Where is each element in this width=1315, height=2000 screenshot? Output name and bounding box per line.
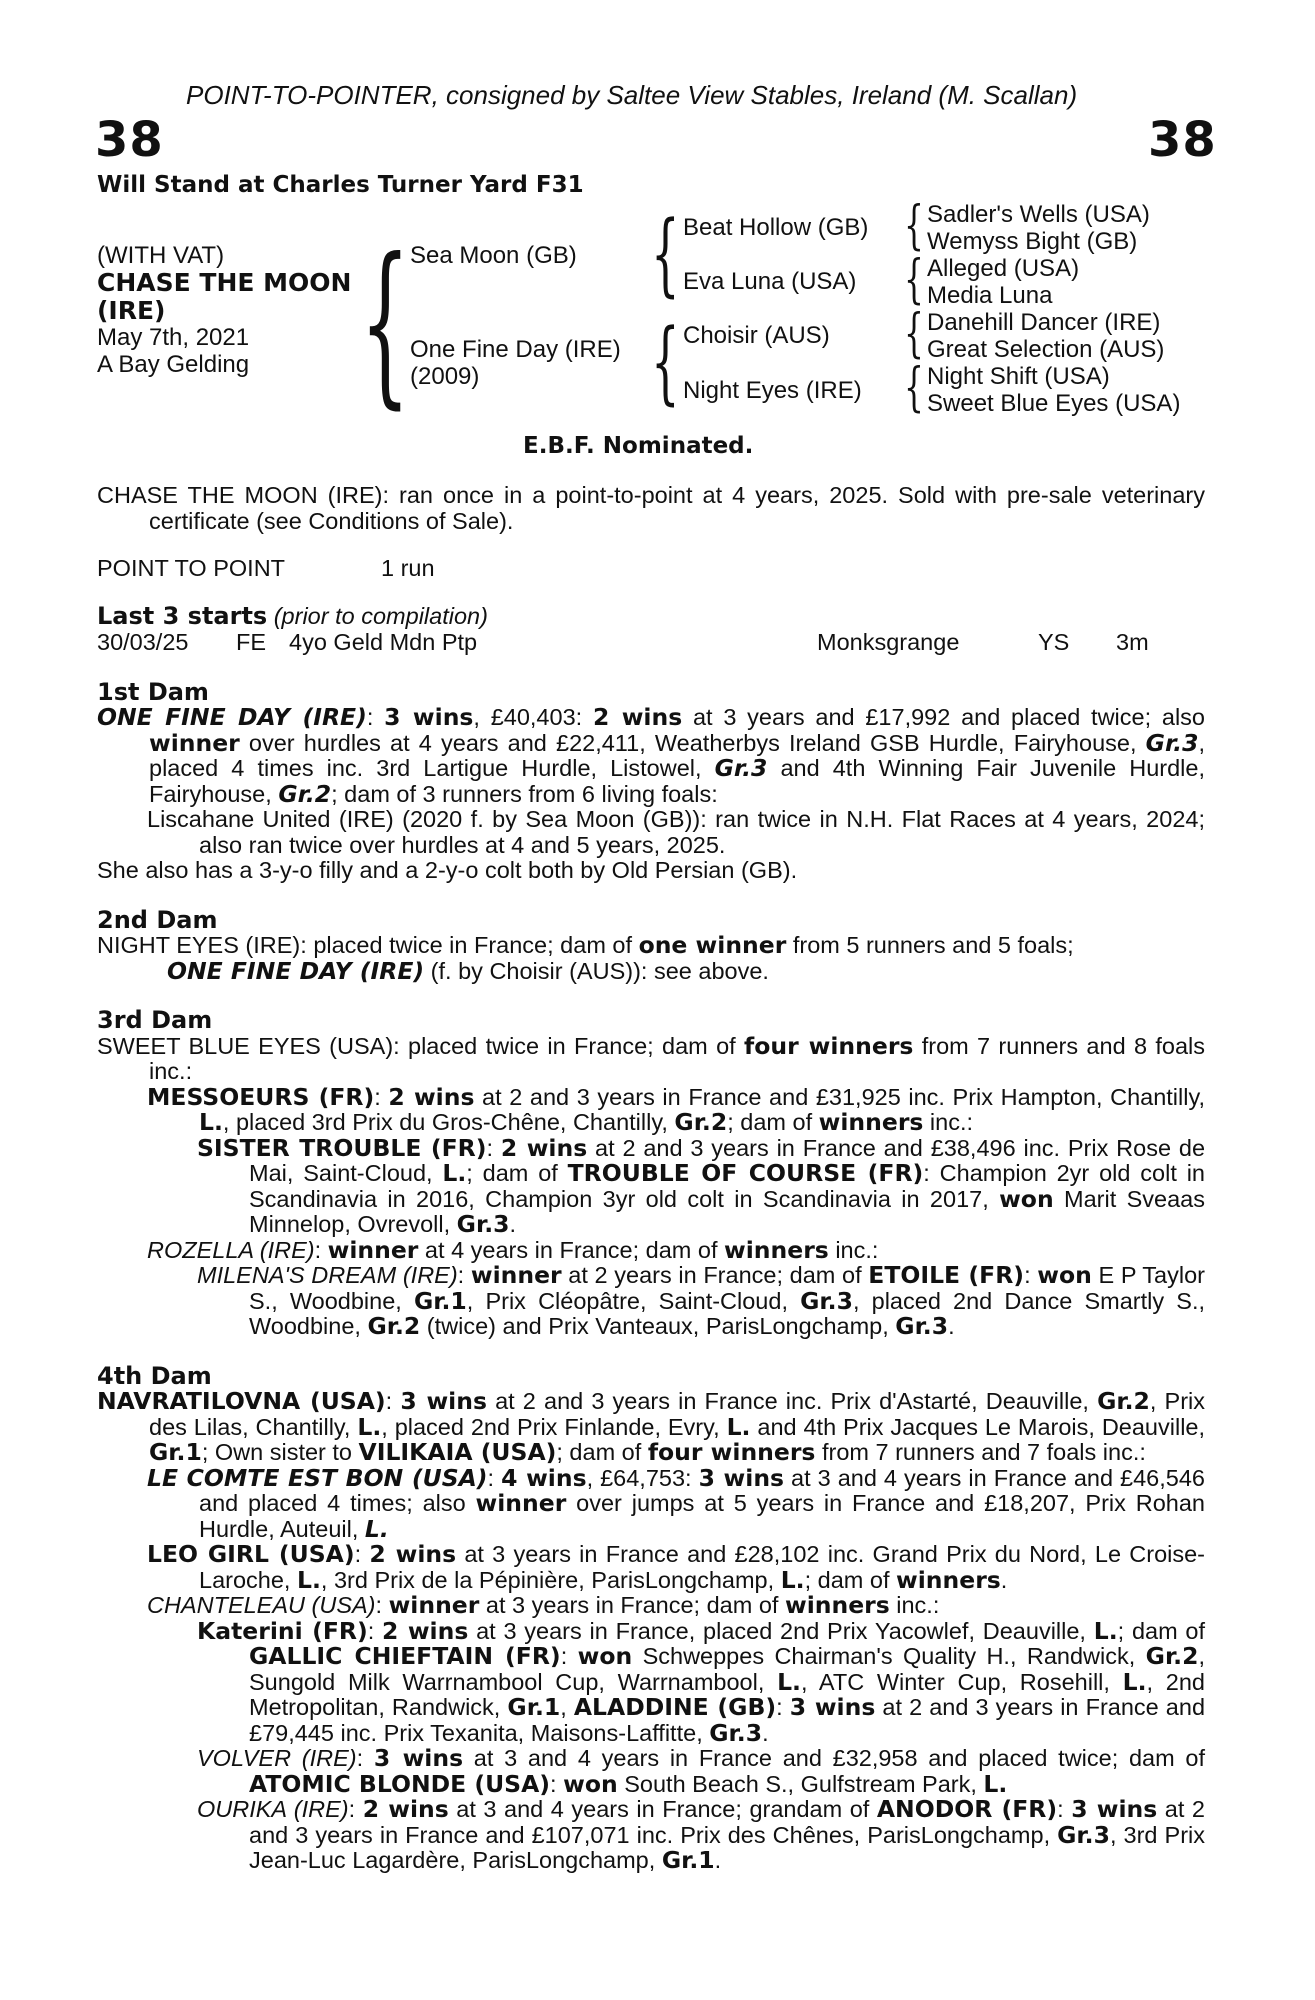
gen4-1: Sadler's Wells (USA) [927,201,1150,228]
first-dam-heading: 1st Dam [97,677,209,706]
gen4-2: Wemyss Bight (GB) [927,228,1138,255]
start-race: 4yo Geld Mdn Ptp [289,628,478,655]
brace-sire-line: { [651,202,680,307]
sister-trouble-entry: SISTER TROUBLE (FR): 2 wins at 2 and 3 years in France and £38,496 inc. Prix Rose de Mai, Saint-Cloud, L.; dam of TROUBLE OF COURSE (FR): Champion 2yr old colt in Scandinavia in 2016, Champion 3yr old colt in Scandinavia in 2017, won Marit Sveaas Minnelop, Ovrevoll, Gr.3. [197,1133,1206,1238]
brace-g4-4: { [904,358,924,418]
fourth-dam-entry: NAVRATILOVNA (USA): 3 wins at 2 and 3 years in France inc. Prix d'Astarté, Deauville, Gr.2, Prix des Lilas, Chantilly, L., placed 2nd Prix Finlande, Evry, L. and 4th Prix Jacques Le Marois, Deauville, Gr.1; Own sister to VILIKAIA (USA); dam of four winners from 7 runners and 7 foals inc.: [97,1387,1206,1466]
brace-g4-2: { [904,250,924,310]
second-dam-entry: NIGHT EYES (IRE): placed twice in France; dam of one winner from 5 runners and 5 foals; [97,931,1074,959]
horse-name: CHASE THE MOON [97,268,352,297]
catalogue-body [97,483,1205,1874]
last-start-row [97,630,1205,656]
last-starts-title: Last 3 starts [97,602,268,630]
sire-dam: Eva Luna (USA) [683,268,857,295]
last-starts-heading [97,604,1205,630]
chanteleau-entry: CHANTELEAU (USA): winner at 3 years in France; dam of winners inc.: [147,1591,940,1619]
consignor-line: POINT-TO-POINTER, consigned by Saltee View Stables, Ireland (M. Scallan) [186,80,1078,110]
gen4-6: Great Selection (AUS) [927,336,1165,363]
sire-sire: Beat Hollow (GB) [683,214,869,241]
brace-g4-3: { [904,304,924,364]
gen4-7: Night Shift (USA) [927,363,1110,390]
third-dam-heading: 3rd Dam [97,1006,213,1034]
vat-label: (WITH VAT) [97,242,225,269]
foaling-date: May 7th, 2021 [97,324,250,351]
stand-location: Will Stand at Charles Turner Yard F31 [97,172,584,198]
ebf-nomination: E.B.F. Nominated. [523,433,754,459]
dam-dam: Night Eyes (IRE) [683,377,862,404]
gen4-4: Media Luna [927,282,1053,309]
rozella-entry: ROZELLA (IRE): winner at 4 years in France; dam of winners inc.: [147,1235,879,1264]
gen4-3: Alleged (USA) [927,255,1080,282]
start-distance: 3m [1116,628,1149,655]
leo-girl-entry: LEO GIRL (USA): 2 wins at 3 years in France and £28,102 inc. Grand Prix du Nord, Le Croise-Laroche, L., 3rd Prix de la Pépinière, ParisLongchamp, L.; dam of winners. [147,1540,1206,1594]
volver-entry: VOLVER (IRE): 3 wins at 3 and 4 years in France and £32,958 and placed twice; dam of ATOMIC BLONDE (USA): won South Beach S., Gulfstream Park, L. [197,1744,1206,1798]
brace-g4-1: { [904,196,924,256]
gen4-8: Sweet Blue Eyes (USA) [927,390,1181,417]
horse-description: A Bay Gelding [97,351,250,378]
horse-summary: CHASE THE MOON (IRE): ran once in a point-to-point at 4 years, 2025. Sold with pre-sale veterinary certificate (see Conditions of Sale). [97,482,1205,534]
lot-number-right: 38 [1148,112,1217,168]
lot-number-left: 38 [95,112,164,168]
katerini-entry: Katerini (FR): 2 wins at 3 years in France, placed 2nd Prix Yacowlef, Deauville, L.; dam of GALLIC CHIEFTAIN (FR): won Schweppes Chairman's Quality H., Randwick, Gr.2, Sungold Milk Warrnambool Cup, Warrnambool, L., ATC Winter Cup, Rosehill, L., 2nd Metropolitan, Randwick, Gr.1, ALADDINE (GB): 3 wins at 2 and 3 years in France and £79,445 inc. Prix Texanita, Maisons-Laffitte, Gr.3. [197,1616,1206,1747]
dam: One Fine Day (IRE) [410,336,621,363]
messoeurs-entry: MESSOEURS (FR): 2 wins at 2 and 3 years in France and £31,925 inc. Prix Hampton, Chantilly, L., placed 3rd Prix du Gros-Chêne, Chantilly, Gr.2; dam of winners inc.: [147,1082,1205,1136]
brace-dam-line: { [651,310,680,415]
start-going: YS [1038,628,1070,655]
start-code: FE [236,628,267,655]
second-dam-heading: 2nd Dam [97,905,218,934]
second-dam-produce: ONE FINE DAY (IRE) (f. by Choisir (AUS)): see above. [167,956,769,985]
first-dam-produce: Liscahane United (IRE) (2020 f. by Sea Moon (GB)): ran twice in N.H. Flat Races at 4 years, 2024; also ran twice over hurdles at 4 and 5 years, 2025. [147,806,1205,858]
fourth-dam-heading: 4th Dam [97,1361,212,1390]
dam-year: (2009) [410,363,480,390]
start-course: Monksgrange [817,628,960,655]
milenas-dream-entry: MILENA'S DREAM (IRE): winner at 2 years in France; dam of ETOILE (FR): won E P Taylor S., Woodbine, Gr.1, Prix Cléopâtre, Saint-Cloud, Gr.3, placed 2nd Dance Smartly S., Woodbine, Gr.2 (twice) and Prix Vanteaux, ParisLongchamp, Gr.3. [197,1261,1206,1340]
gen4-5: Danehill Dancer (IRE) [927,309,1161,336]
sire: Sea Moon (GB) [410,242,577,269]
le-comte-est-bon-entry: LE COMTE EST BON (USA): 4 wins, £64,753: 3 wins at 3 and 4 years in France and £46,546 and placed 4 times; also winner over jumps at 5 years in France and £18,207, Prix Rohan Hurdle, Auteuil, L. [147,1463,1205,1543]
record-runs: 1 run [381,555,435,581]
brace-sire-dam: { [360,222,411,425]
last-starts-note: (prior to compilation) [273,603,488,629]
ourika-entry: OURIKA (IRE): 2 wins at 3 and 4 years in France; grandam of ANODOR (FR): 3 wins at 2 and 3 years in France and £107,071 inc. Prix des Chênes, ParisLongchamp, Gr.3, 3rd Prix Jean-Luc Lagardère, ParisLongchamp, Gr.1. [197,1795,1205,1874]
horse-name-country: (IRE) [97,296,166,325]
start-date: 30/03/25 [97,628,189,655]
record-label: POINT TO POINT [97,555,286,581]
first-dam-entry: ONE FINE DAY (IRE): 3 wins, £40,403: 2 wins at 3 years and £17,992 and placed twice; also winner over hurdles at 4 years and £22,411, Weatherbys Ireland GSB Hurdle, Fairyhouse, Gr.3, placed 4 times inc. 3rd Lartigue Hurdle, Listowel, Gr.3 and 4th Winning Fair Juvenile Hurdle, Fairyhouse, Gr.2; dam of 3 runners from 6 living foals: [97,703,1205,808]
dam-sire: Choisir (AUS) [683,322,830,349]
third-dam-entry: SWEET BLUE EYES (USA): placed twice in France; dam of four winners from 7 runners and 8 foals inc.: [97,1031,1205,1084]
racing-record [97,556,1205,582]
first-dam-note: She also has a 3-y-o filly and a 2-y-o colt both by Old Persian (GB). [97,857,798,883]
